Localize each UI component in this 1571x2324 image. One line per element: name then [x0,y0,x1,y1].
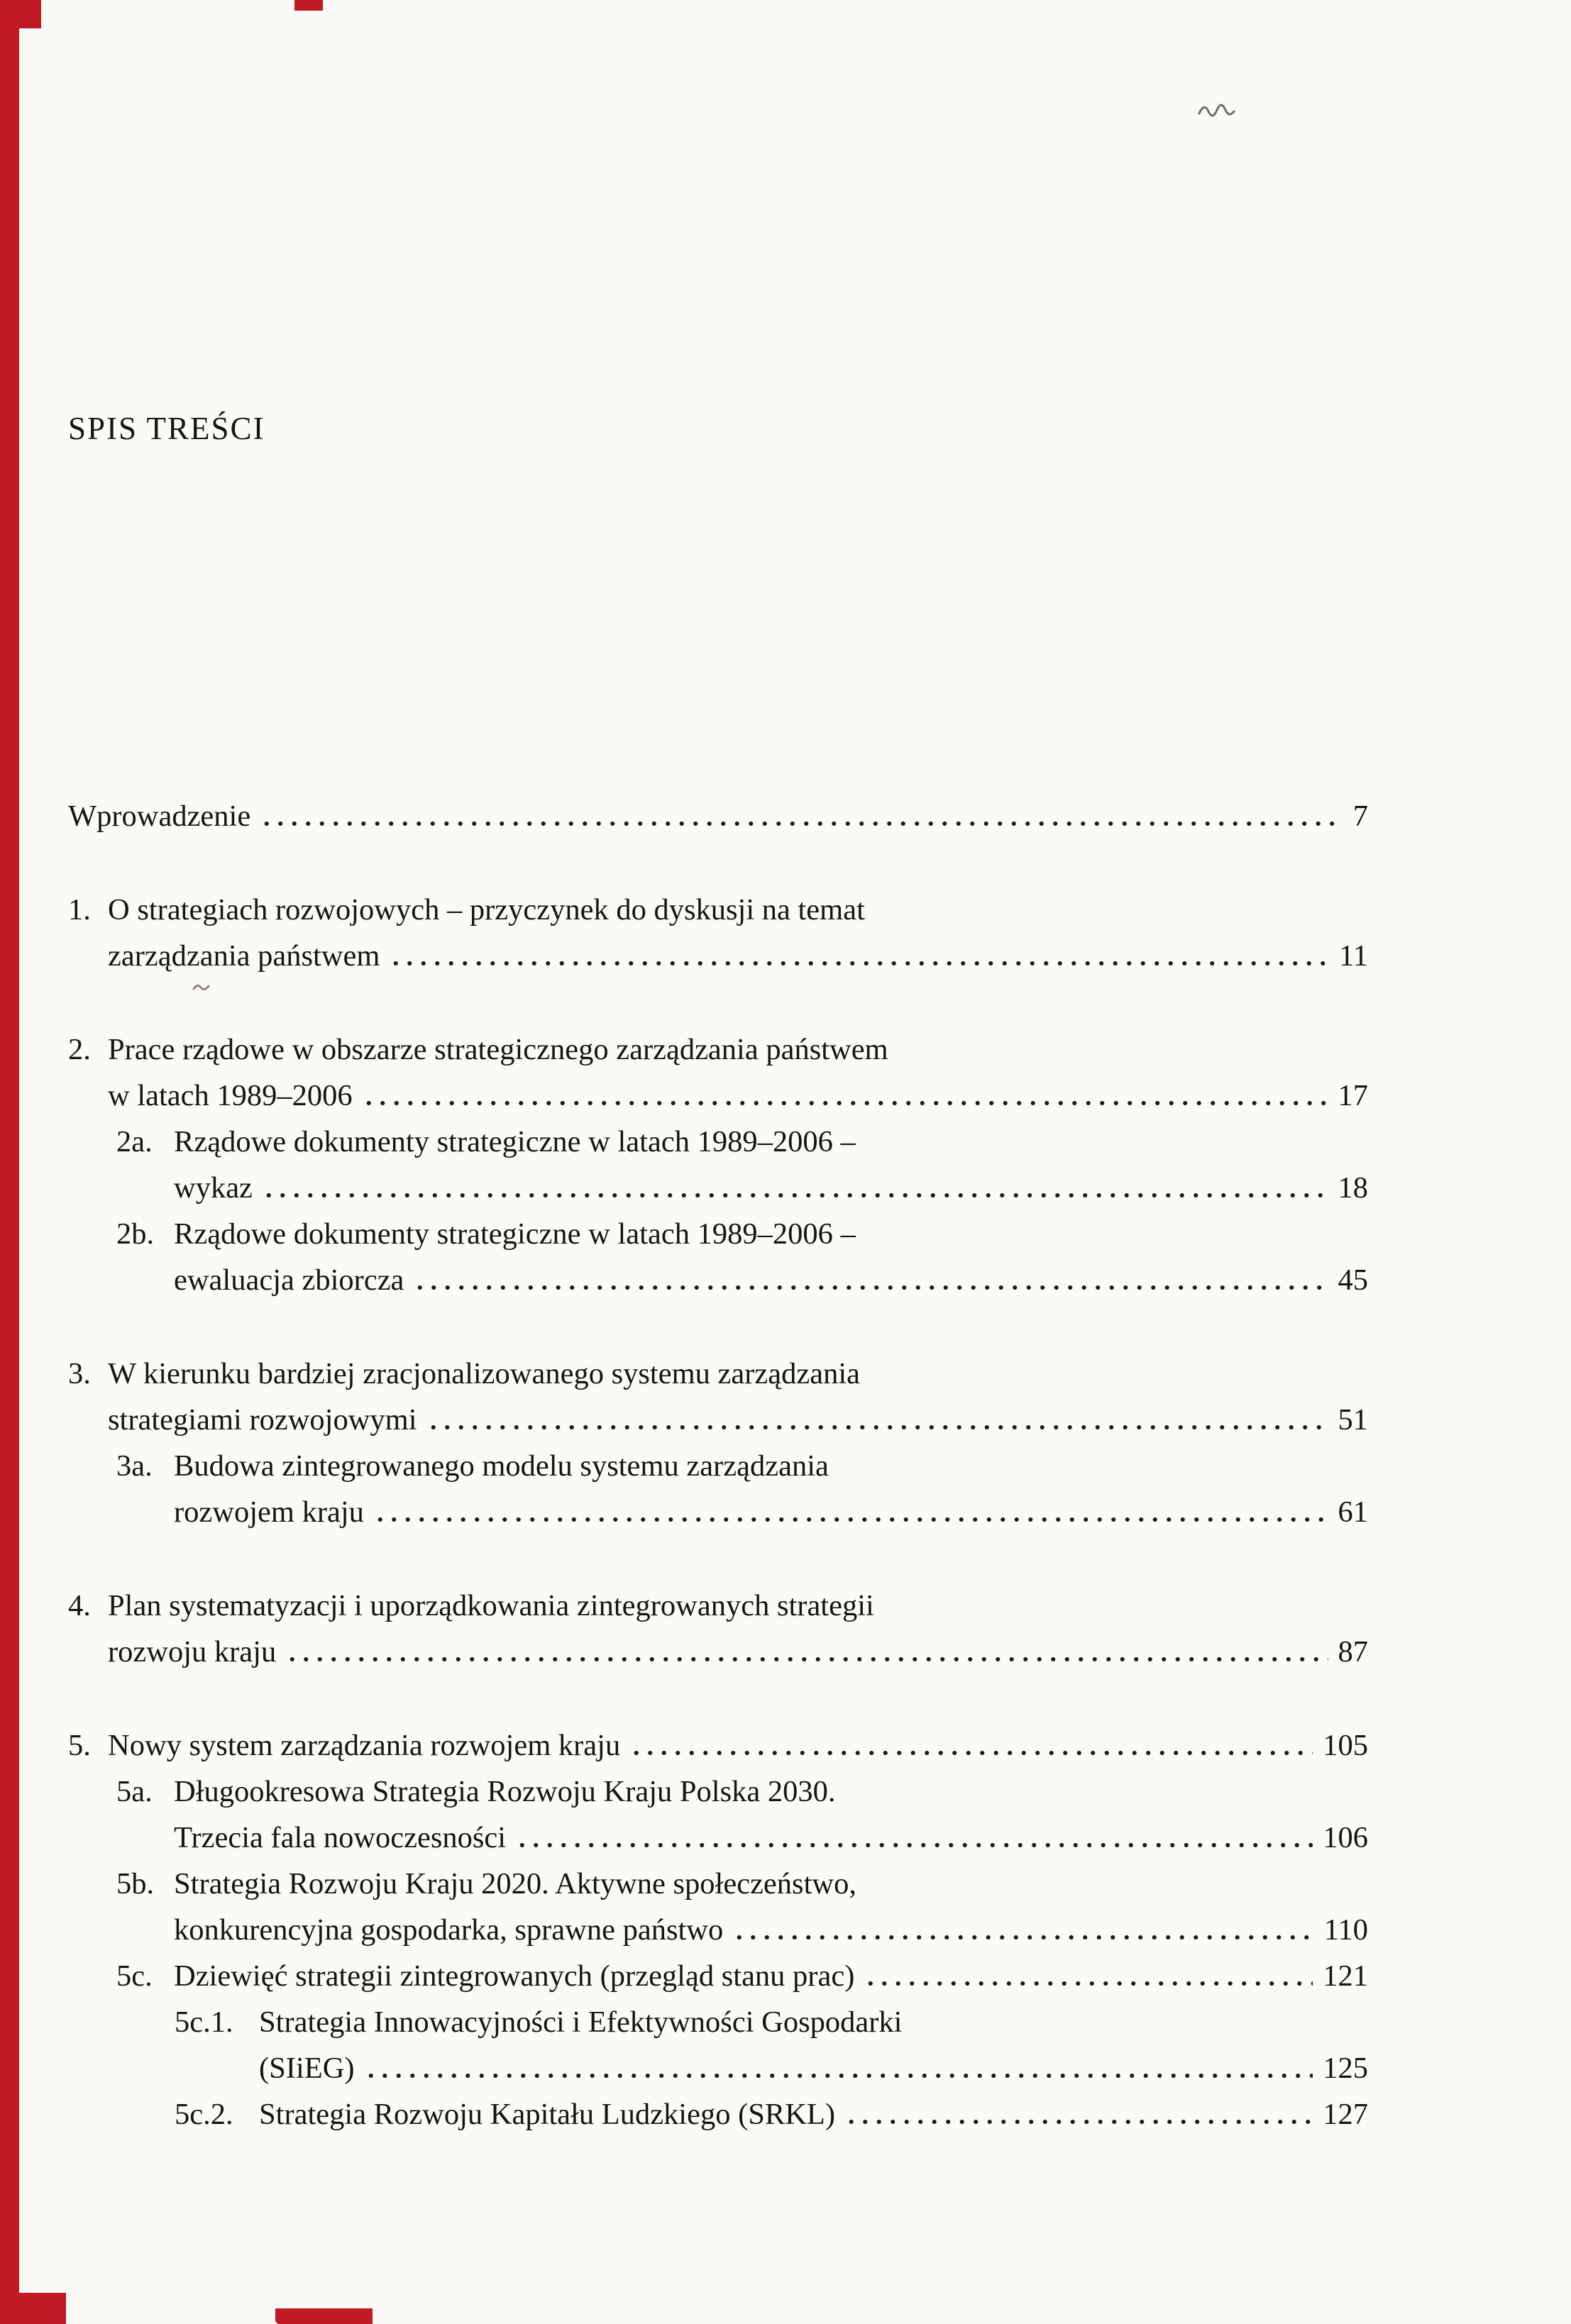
dot-leader [285,1657,1328,1661]
toc-entry-line [68,933,1368,979]
toc-entry-line [116,1907,1368,1953]
dot-leader [262,1193,1328,1197]
entry-title: rozwojem kraju [174,1495,364,1529]
toc-entry [68,887,1368,979]
toc-entry-line [116,1489,1368,1535]
entry-title: Plan systematyzacji i uporządkowania zintegrowanych strategii [108,1589,874,1622]
dot-leader [844,2120,1313,2124]
entry-title: Strategia Rozwoju Kraju 2020. Aktywne społeczeństwo, [174,1867,856,1900]
dot-leader [426,1425,1328,1429]
toc-entry-line [175,2091,1368,2137]
entry-title: O strategiach rozwojowych – przyczynek do dyskusji na temat [108,893,865,926]
entry-number: 5c. [116,1959,153,1993]
dot-leader [373,1517,1328,1522]
toc-entry [68,1443,1368,1535]
entry-title: Trzecia fala nowoczesności [174,1821,507,1854]
toc-entry [68,1769,1368,1861]
dot-leader [413,1285,1328,1290]
toc-heading: SPIS TREŚCI [68,411,265,446]
toc-entry-line [68,1722,1368,1769]
toc-entry-line [68,793,1368,839]
table-of-contents [68,793,1368,2137]
toc-entry-line [116,1211,1368,1257]
page-number: 61 [1338,1495,1368,1529]
entry-title: w latach 1989–2006 [108,1079,353,1112]
scan-edge-bottom-left [0,2293,66,2324]
page-number: 45 [1338,1263,1368,1297]
page-number: 7 [1352,799,1368,833]
toc-entry [68,1583,1368,1675]
toc-entry [68,1211,1368,1303]
dot-leader [364,2074,1313,2078]
entry-title: Strategia Rozwoju Kapitału Ludzkiego (SRKL) [259,2098,836,2131]
toc-entry-line [116,1769,1368,1815]
entry-title: Długookresowa Strategia Rozwoju Kraju Polska 2030. [174,1775,836,1808]
toc-entry-line [68,1027,1368,1073]
page-number: 51 [1338,1403,1368,1437]
toc-entry-line [68,1351,1368,1397]
entry-number: 4. [68,1589,91,1622]
entry-number: 2b. [116,1217,155,1251]
entry-title: Budowa zintegrowanego modelu systemu zarządzania [174,1449,829,1483]
toc-entry-line [116,1119,1368,1165]
toc-entry-line [116,1815,1368,1861]
page-number: 11 [1339,939,1368,973]
entry-number: 5a. [116,1775,153,1808]
toc-entry-line [68,887,1368,933]
entry-title: rozwoju kraju [108,1635,277,1669]
entry-number: 2a. [116,1125,153,1158]
toc-entry-line [68,1397,1368,1443]
dot-leader [260,821,1343,826]
entry-title: zarządzania państwem [108,939,380,973]
toc-entry [68,1119,1368,1211]
toc-entry-line [116,1953,1368,1999]
dot-leader [389,961,1329,965]
toc-entry [68,1027,1368,1119]
entry-title: konkurencyjna gospodarka, sprawne państwo [174,1913,724,1947]
toc-entry [68,1999,1368,2091]
toc-entry [68,1351,1368,1443]
scan-edge-top-mid [294,0,323,11]
entry-title: Rządowe dokumenty strategiczne w latach 1989–2006 – [174,1125,856,1158]
entry-number: 5b. [116,1867,155,1900]
toc-entry [68,1861,1368,1953]
entry-title: Nowy system zarządzania rozwojem kraju [108,1729,621,1762]
dot-leader [362,1101,1328,1105]
scan-edge-left [0,0,19,2324]
dot-leader [732,1935,1314,1940]
toc-entry-line [68,1629,1368,1675]
dot-leader [515,1843,1313,1847]
page-number: 106 [1323,1821,1368,1854]
toc-entry-line [68,1583,1368,1629]
toc-entry-line [175,2045,1368,2091]
page-number: 127 [1323,2098,1368,2131]
entry-title: ewaluacja zbiorcza [174,1263,404,1297]
page-number: 125 [1323,2052,1368,2085]
scan-edge-bottom-mid [275,2308,373,2324]
entry-title: Rządowe dokumenty strategiczne w latach 1989–2006 – [174,1217,856,1251]
entry-title: (SIiEG) [259,2052,355,2085]
entry-title: Dziewięć strategii zintegrowanych (przegląd stanu prac) [174,1959,855,1993]
page-number: 105 [1323,1729,1368,1762]
toc-entry-line [68,1073,1368,1119]
entry-title: Strategia Innowacyjności i Efektywności Gospodarki [259,2005,903,2039]
entry-number: 3a. [116,1449,153,1483]
toc-entry-line [175,1999,1368,2045]
toc-entry [68,1953,1368,1999]
entry-number: 5. [68,1729,91,1762]
entry-title: strategiami rozwojowymi [108,1403,417,1437]
page-number: 87 [1338,1635,1368,1669]
toc-entry-line [116,1443,1368,1489]
page-number: 18 [1338,1171,1368,1205]
toc-entry [68,793,1368,839]
entry-title: Prace rządowe w obszarze strategicznego zarządzania państwem [108,1033,888,1066]
entry-title: Wprowadzenie [68,799,251,833]
entry-number: 3. [68,1357,91,1390]
pencil-squiggle-mark [1196,98,1237,126]
entry-title: wykaz [174,1171,253,1205]
entry-title: W kierunku bardziej zracjonalizowanego systemu zarządzania [108,1357,861,1390]
dot-leader [629,1751,1313,1755]
page-number: 17 [1338,1079,1368,1112]
entry-number: 5c.1. [175,2005,233,2039]
toc-entry [68,2091,1368,2137]
toc-entry [68,1722,1368,1769]
entry-number: 5c.2. [175,2098,233,2131]
page-number: 121 [1323,1959,1368,1993]
entry-number: 2. [68,1033,91,1066]
page-number: 110 [1323,1913,1368,1947]
toc-entry-line [116,1861,1368,1907]
dot-leader [864,1981,1313,1986]
toc-entry-line [116,1257,1368,1303]
scan-edge-top-left [0,0,41,28]
entry-number: 1. [68,893,91,926]
toc-entry-line [116,1165,1368,1211]
